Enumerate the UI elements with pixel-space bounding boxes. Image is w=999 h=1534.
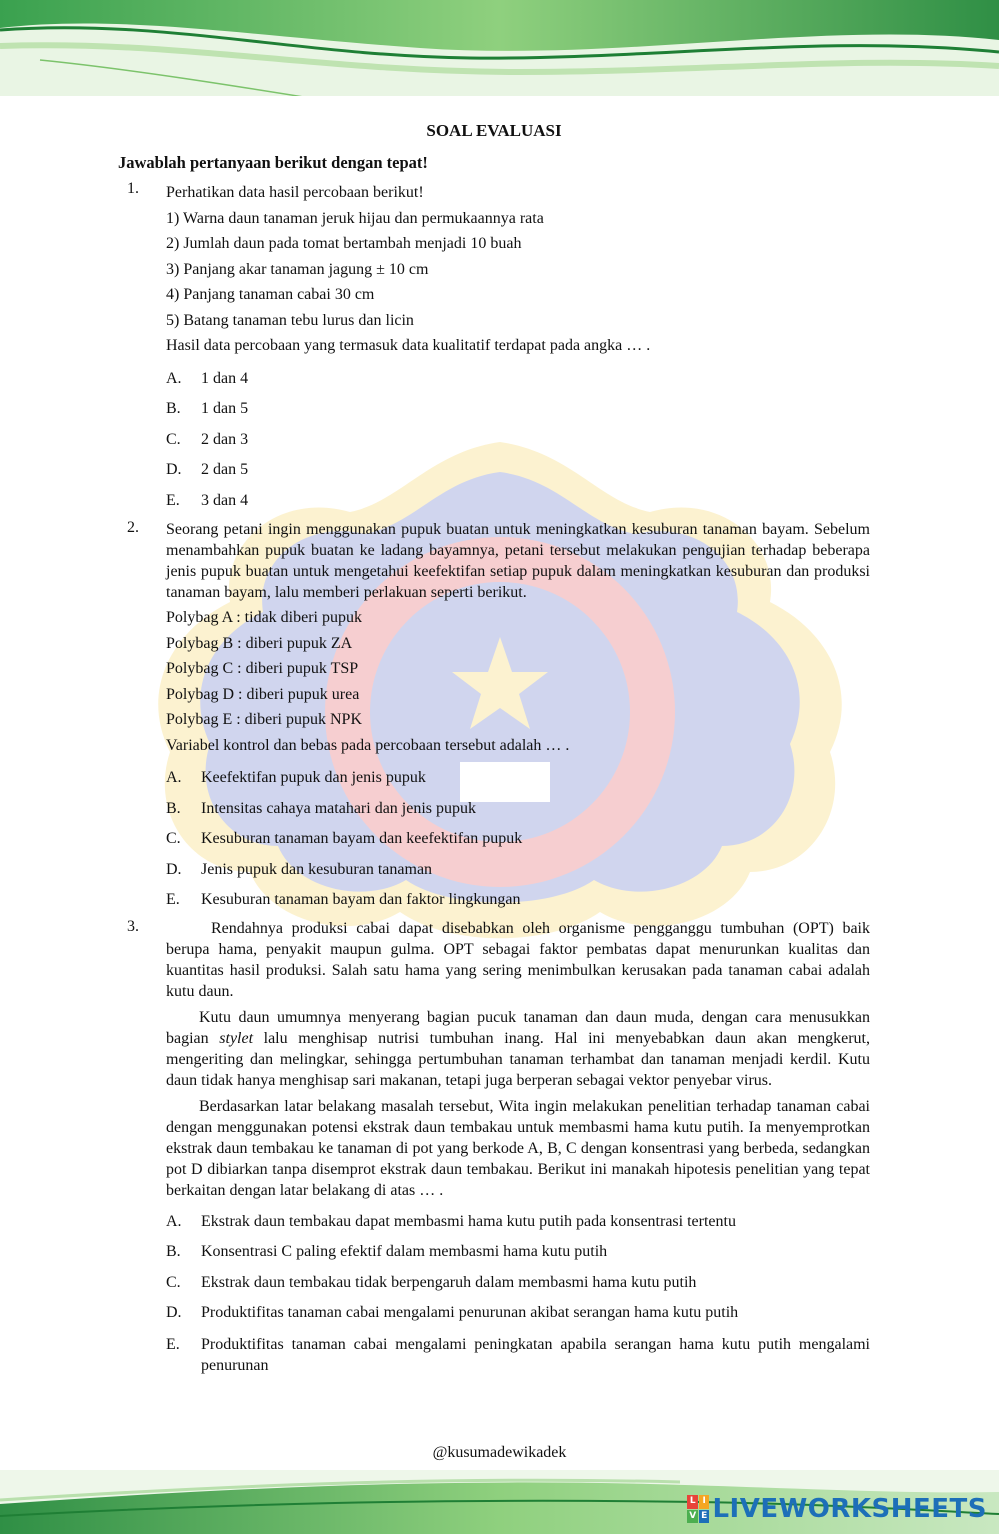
option-letter: C. <box>166 830 181 847</box>
option-text: 1 dan 5 <box>201 400 249 417</box>
option-text: Ekstrak daun tembakau tidak berpengaruh dalam membasmi hama kutu putih <box>201 1273 697 1291</box>
option-letter: B. <box>166 400 181 417</box>
brand-mark-icon <box>687 1495 709 1523</box>
option-b[interactable] <box>166 1237 870 1268</box>
question-paragraph-3: Berdasarkan latar belakang masalah tersebut, Wita ingin melakukan penelitian terhadap tanaman cabai dengan menggunakan potensi ekstrak daun tembakau untuk membasmi hama kutu putih. Ia menyemprotkan ekstrak daun tembakau ke tanaman di pot yang berkode A, B, C dengan konsentrasi yang berbeda, sedangkan pot D dibiarkan tanpa disemprot ekstrak daun tembakau. Berikut ini manakah hipotesis penelitian yang tepat berkaitan dengan latar belakang di atas … . <box>166 1097 870 1199</box>
brand-mark-letter: V <box>687 1510 698 1524</box>
option-text: Produktifitas tanaman cabai mengalami peningkatan apabila serangan hama kutu putih mengalami penurunan <box>201 1335 870 1374</box>
question-prompt: Hasil data percobaan yang termasuk data kualitatif terdapat pada angka … . <box>166 337 651 354</box>
question-number: 2. <box>127 519 139 536</box>
option-text: Intensitas cahaya matahari dan jenis pupuk <box>201 799 477 817</box>
option-letter: C. <box>166 1273 181 1291</box>
option-letter: A. <box>166 769 182 786</box>
option-d[interactable] <box>166 455 870 486</box>
answer-options <box>166 364 870 517</box>
author-credit: @kusumadewikadek <box>432 1444 567 1461</box>
question-paragraph-2 <box>166 1007 870 1091</box>
data-item: 2) Jumlah daun pada tomat bertambah menjadi 10 buah <box>166 235 522 252</box>
data-item: 5) Batang tanaman tebu lurus dan licin <box>166 311 414 329</box>
option-text: Ekstrak daun tembakau dapat membasmi hama kutu putih pada konsentrasi tertentu <box>201 1212 736 1230</box>
top-green-banner <box>0 0 999 108</box>
brand-mark-letter: I <box>699 1495 710 1509</box>
data-item: 3) Panjang akar tanaman jagung ± 10 cm <box>166 260 429 278</box>
option-e[interactable] <box>166 885 870 916</box>
option-text: 1 dan 4 <box>201 369 249 387</box>
option-text: Konsentrasi C paling efektif dalam membasmi hama kutu putih <box>201 1243 608 1260</box>
option-letter: E. <box>166 491 180 509</box>
option-letter: E. <box>166 891 180 908</box>
worksheet-content <box>118 118 870 1380</box>
option-b[interactable] <box>166 794 870 825</box>
option-e[interactable] <box>166 1329 870 1380</box>
paragraph-text: Kutu daun umumnya menyerang bagian pucuk tanaman dan daun muda, dengan cara menusukkan bagian <box>166 1008 870 1047</box>
polybag-item: Polybag E : diberi pupuk NPK <box>166 711 362 728</box>
page-title: SOAL EVALUASI <box>426 121 562 140</box>
option-a[interactable] <box>166 763 870 794</box>
data-item: 4) Panjang tanaman cabai 30 cm <box>166 286 375 303</box>
question-number: 3. <box>127 917 139 935</box>
brand-mark-letter: E <box>699 1510 710 1524</box>
question-intro: Perhatikan data hasil percobaan berikut! <box>166 184 424 201</box>
option-b[interactable] <box>166 394 870 425</box>
liveworksheets-logo[interactable] <box>687 1492 987 1526</box>
data-item: 1) Warna daun tanaman jeruk hijau dan permukaannya rata <box>166 209 544 227</box>
option-text: 2 dan 5 <box>201 461 249 478</box>
instruction: Jawablah pertanyaan berikut dengan tepat! <box>118 153 428 172</box>
option-letter: C. <box>166 430 181 448</box>
question-2 <box>118 519 870 916</box>
answer-options <box>166 1207 870 1380</box>
paragraph-text: lalu menghisap nutrisi tumbuhan inang. Hal ini menyebabkan daun akan mengkerut, mengeriting dan melingkar, sehingga pertumbuhan tanaman terhambat dan tanaman menjadi kerdil. Kutu daun tidak hanya menghisap sari makanan, tetapi juga berperan sebagai vektor penyebar virus. <box>166 1029 871 1089</box>
option-c[interactable] <box>166 1268 870 1299</box>
option-c[interactable] <box>166 824 870 855</box>
question-1 <box>118 180 870 516</box>
option-text: 2 dan 3 <box>201 430 249 448</box>
question-intro: Seorang petani ingin menggunakan pupuk buatan untuk meningkatkan kesuburan tanaman bayam. Sebelum menambahkan pupuk buatan ke ladang bayamnya, petani tersebut melakukan pengujian terhadap beberapa jenis pupuk buatan untuk mengetahui keefektifan setiap pupuk dalam meningkatkan kesuburan dan produksi tanaman bayam, lalu memberi perlakuan seperti berikut. <box>166 521 870 601</box>
option-text: Jenis pupuk dan kesuburan tanaman <box>201 860 433 878</box>
option-d[interactable] <box>166 1298 870 1329</box>
option-letter: E. <box>166 1335 180 1353</box>
question-3 <box>118 918 870 1380</box>
answer-options <box>166 763 870 916</box>
option-letter: A. <box>166 369 182 387</box>
question-number: 1. <box>127 180 139 197</box>
option-letter: D. <box>166 860 182 878</box>
option-text: Kesuburan tanaman bayam dan faktor lingkungan <box>201 891 521 908</box>
option-letter: B. <box>166 799 181 817</box>
question-prompt: Variabel kontrol dan bebas pada percobaan tersebut adalah … . <box>166 736 570 754</box>
polybag-item: Polybag C : diberi pupuk TSP <box>166 660 359 677</box>
polybag-item: Polybag D : diberi pupuk urea <box>166 685 360 703</box>
italic-term: stylet <box>219 1029 254 1047</box>
option-a[interactable] <box>166 1207 870 1238</box>
polybag-item: Polybag B : diberi pupuk ZA <box>166 634 353 652</box>
option-a[interactable] <box>166 364 870 395</box>
option-e[interactable] <box>166 486 870 517</box>
option-text: Kesuburan tanaman bayam dan keefektifan pupuk <box>201 830 523 847</box>
brand-name: LIVEWORKSHEETS <box>712 1494 987 1524</box>
polybag-item: Polybag A : tidak diberi pupuk <box>166 609 362 626</box>
option-letter: D. <box>166 461 182 478</box>
option-letter: B. <box>166 1243 181 1260</box>
option-text: 3 dan 4 <box>201 491 249 509</box>
question-paragraph-1: Rendahnya produksi cabai dapat disebabkan oleh organisme pengganggu tumbuhan (OPT) baik berupa hama, penyakit maupun gulma. OPT sebagai faktor pembatas dapat menurunkan kualitas dan kuantitas hasil produksi. Salah satu hama yang sering menimbulkan kerusakan pada tanaman cabai adalah kutu daun. <box>166 919 870 1000</box>
option-letter: D. <box>166 1304 182 1321</box>
option-text: Produktifitas tanaman cabai mengalami penurunan akibat serangan hama kutu putih <box>201 1304 739 1321</box>
option-letter: A. <box>166 1212 182 1230</box>
option-d[interactable] <box>166 855 870 886</box>
option-c[interactable] <box>166 425 870 456</box>
brand-mark-letter: L <box>687 1495 698 1509</box>
option-text: Keefektifan pupuk dan jenis pupuk <box>201 769 426 786</box>
